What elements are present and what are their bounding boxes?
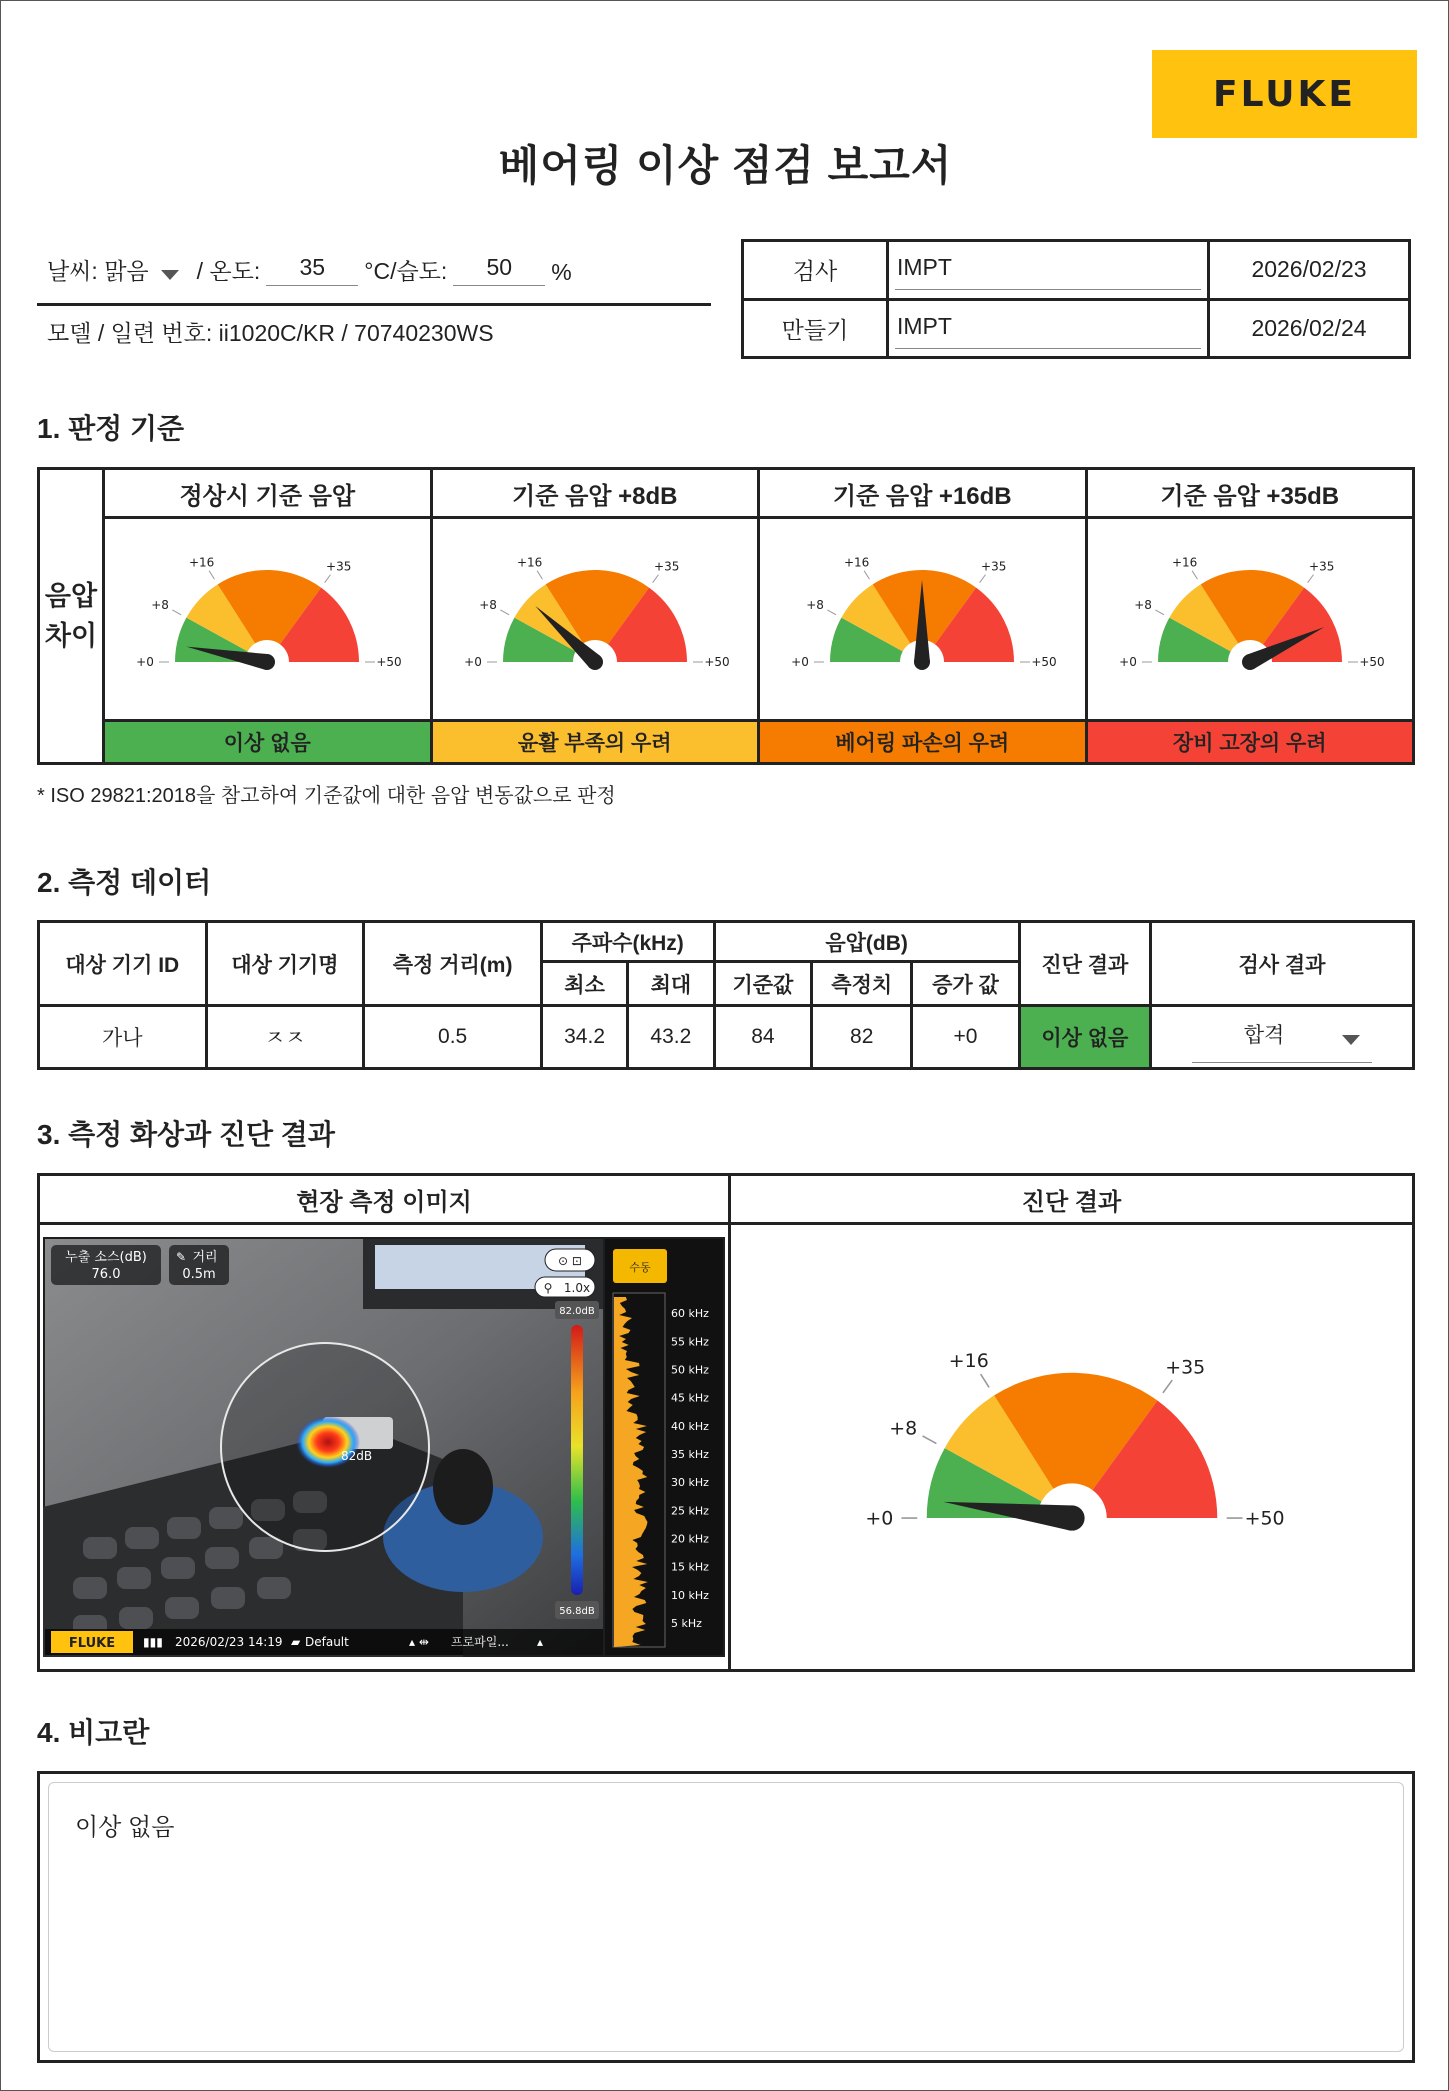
gauge-tick <box>537 570 542 578</box>
svg-text:▰: ▰ <box>291 1635 301 1649</box>
gauge-label: +16 <box>844 554 870 569</box>
gauge-label: +35 <box>1164 1356 1205 1379</box>
gauge-label: +0 <box>791 654 810 669</box>
col-spl-inc: 증가 값 <box>912 962 1020 1006</box>
freq-tick-label: 30 kHz <box>671 1476 709 1490</box>
gauge-tick <box>1155 609 1164 614</box>
gauge-label: +16 <box>1171 554 1198 569</box>
freq-tick-label: 45 kHz <box>671 1391 709 1405</box>
chevron-down-icon[interactable] <box>161 270 179 280</box>
section4-title: 4. 비고란 <box>37 1717 150 1748</box>
gauge-label: +8 <box>806 597 825 612</box>
svg-text:82.0dB: 82.0dB <box>559 1306 595 1317</box>
result-header: 진단 결과 <box>730 1175 1414 1224</box>
field-measurement-image <box>43 1237 725 1657</box>
svg-text:⊙ ⊡: ⊙ ⊡ <box>558 1254 582 1268</box>
col-spl-base: 기준값 <box>714 962 812 1006</box>
status-bearing: 베어링 파손의 우려 <box>759 720 1087 763</box>
gauge-tick <box>209 570 214 578</box>
gauge-tick <box>980 1374 988 1387</box>
cell-spl-meas[interactable]: 82 <box>812 1006 912 1069</box>
gauge-hub <box>914 654 930 670</box>
gauge-normal <box>112 522 422 712</box>
freq-tick-label: 5 kHz <box>671 1616 702 1630</box>
svg-text:▮▮▮: ▮▮▮ <box>143 1635 163 1649</box>
freq-tick-label: 40 kHz <box>671 1419 709 1433</box>
gauge-hub <box>1059 1505 1084 1530</box>
gauge-hub <box>587 654 603 670</box>
col-spl: 음압(dB) <box>714 922 1019 962</box>
cell-device-id[interactable]: 가나 <box>39 1006 207 1069</box>
criteria-header: 기준 음압 +35dB <box>1086 469 1414 518</box>
svg-text:1.0x: 1.0x <box>563 1281 591 1295</box>
svg-text:⚲: ⚲ <box>543 1281 553 1295</box>
col-distance: 측정 거리(m) <box>364 922 542 1006</box>
gauge-label: +35 <box>981 559 1007 574</box>
gauge-label: +0 <box>463 654 482 669</box>
hotspot-label: 82dB <box>341 1449 373 1463</box>
side-label: 음압 차이 <box>39 469 104 764</box>
cell-freq-max[interactable]: 43.2 <box>628 1006 714 1069</box>
criteria-header: 기준 음압 +16dB <box>759 469 1087 518</box>
cell-spl-base[interactable]: 84 <box>714 1006 812 1069</box>
gauge-tick <box>922 1436 936 1444</box>
freq-tick-label: 50 kHz <box>671 1363 709 1377</box>
gauge-label: +50 <box>1359 654 1385 669</box>
gauge-label: +35 <box>326 559 352 574</box>
gauge-tick <box>652 574 658 582</box>
gauge-tick <box>500 609 509 614</box>
diagnosis-badge: 이상 없음 <box>1019 1006 1150 1069</box>
gauge-tick <box>980 574 986 582</box>
svg-text:Default: Default <box>305 1635 349 1649</box>
col-freq-max: 최대 <box>628 962 714 1006</box>
col-freq: 주파수(kHz) <box>541 922 714 962</box>
gauge-plus16 <box>767 522 1077 712</box>
gauge-tick <box>1162 1380 1171 1393</box>
freq-tick-label: 35 kHz <box>671 1447 709 1461</box>
freq-tick-label: 60 kHz <box>671 1307 709 1321</box>
humidity-label: °C/습도: <box>364 258 448 284</box>
criteria-header: 기준 음압 +8dB <box>431 469 759 518</box>
gauge-hub <box>259 654 275 670</box>
svg-text:FLUKE: FLUKE <box>68 1636 116 1651</box>
svg-text:▴: ▴ <box>537 1635 544 1649</box>
col-device-name: 대상 기기명 <box>206 922 364 1006</box>
gauge-label: +0 <box>864 1507 893 1530</box>
temp-input[interactable]: 35 <box>266 254 358 286</box>
status-normal: 이상 없음 <box>104 720 432 763</box>
measurement-table <box>37 920 1415 1070</box>
freq-tick-label: 55 kHz <box>671 1335 709 1349</box>
gauge-label: +16 <box>516 554 543 569</box>
gauge-label: +16 <box>948 1350 989 1373</box>
gauge-label: +16 <box>189 554 215 569</box>
cell-freq-min[interactable]: 34.2 <box>541 1006 627 1069</box>
page-title: 베어링 이상 점검 보고서 <box>498 142 953 189</box>
col-device-id: 대상 기기 ID <box>39 922 207 1006</box>
freq-tick-label: 15 kHz <box>671 1560 709 1574</box>
cell-spl-inc[interactable]: +0 <box>912 1006 1020 1069</box>
inspect-date[interactable]: 2026/02/23 <box>1209 241 1410 300</box>
gauge-plus35 <box>1095 522 1405 712</box>
gauge-tick <box>864 570 869 578</box>
svg-text:56.8dB: 56.8dB <box>559 1606 595 1617</box>
col-spl-meas: 측정치 <box>812 962 912 1006</box>
image-header: 현장 측정 이미지 <box>39 1175 730 1224</box>
gauge-label: +8 <box>1133 597 1152 612</box>
gauge-tick <box>173 609 182 614</box>
col-inspection: 검사 결과 <box>1150 922 1413 1006</box>
gauge-label: +8 <box>888 1417 917 1440</box>
gauge-tick <box>1307 574 1313 582</box>
gauge-tick <box>828 609 837 614</box>
svg-text:✎: ✎ <box>176 1250 187 1264</box>
svg-text:2026/02/23 14:19: 2026/02/23 14:19 <box>175 1635 283 1649</box>
gauge-plus8 <box>440 522 750 712</box>
cell-distance[interactable]: 0.5 <box>364 1006 542 1069</box>
divider <box>37 303 711 306</box>
gauge-label: +50 <box>1244 1507 1285 1530</box>
image-table <box>37 1173 1415 1672</box>
creator-date[interactable]: 2026/02/24 <box>1209 299 1410 358</box>
gauge-tick <box>325 574 331 582</box>
section3-title: 3. 측정 화상과 진단 결과 <box>37 1119 335 1150</box>
svg-text:▴ ⇹: ▴ ⇹ <box>409 1635 429 1649</box>
col-diagnosis: 진단 결과 <box>1019 922 1150 1006</box>
gauge-label: +50 <box>1031 654 1057 669</box>
inspection-select[interactable]: 합격 <box>1150 1006 1413 1069</box>
model-serial: 모델 / 일련 번호: ii1020C/KR / 70740230WS <box>47 320 494 346</box>
gauge-label: +0 <box>136 654 155 669</box>
gauge-label: +8 <box>478 597 497 612</box>
iso-note: * ISO 29821:2018을 참고하여 기준값에 대한 음압 변동값으로 판정 <box>37 785 616 807</box>
gauge-label: +8 <box>151 597 170 612</box>
inspect-input[interactable]: IMPT <box>895 246 1201 290</box>
svg-text:누출 소스(dB): 누출 소스(dB) <box>65 1250 147 1265</box>
col-freq-min: 최소 <box>541 962 627 1006</box>
gauge-label: +35 <box>1308 559 1335 574</box>
humidity-input[interactable]: 50 <box>453 254 545 286</box>
gauge-label: +50 <box>376 654 402 669</box>
weather-select[interactable]: 날씨: 맑음 <box>47 258 149 284</box>
fluke-logo: FLUKE <box>1152 50 1417 138</box>
criteria-header: 정상시 기준 음압 <box>104 469 432 518</box>
inspection-table <box>741 239 1411 359</box>
table-row <box>39 1006 1414 1069</box>
cell-device-name[interactable]: ㅈㅈ <box>206 1006 364 1069</box>
criteria-table <box>37 467 1415 765</box>
svg-text:프로파일...: 프로파일... <box>451 1635 509 1649</box>
gauge-hub <box>1242 654 1258 670</box>
svg-text:0.5m: 0.5m <box>182 1267 216 1282</box>
gauge-label: +50 <box>704 654 730 669</box>
gauge-label: +0 <box>1118 654 1137 669</box>
freq-tick-label: 10 kHz <box>671 1588 709 1602</box>
chevron-down-icon[interactable] <box>1342 1035 1360 1045</box>
weather-row <box>47 253 572 286</box>
remarks-box <box>37 1771 1415 2063</box>
creator-input[interactable]: IMPT <box>895 305 1201 349</box>
inspect-label: 검사 <box>743 241 888 300</box>
section2-title: 2. 측정 데이터 <box>37 867 212 898</box>
freq-tick-label: 25 kHz <box>671 1504 709 1518</box>
gauge-label: +35 <box>653 559 680 574</box>
temp-label: / 온도: <box>196 258 261 284</box>
freq-tick-label: 20 kHz <box>671 1532 709 1546</box>
gauge-tick <box>1192 570 1197 578</box>
humidity-unit: % <box>551 259 572 285</box>
remarks-textarea[interactable]: 이상 없음 <box>48 1782 1404 2052</box>
status-lubrication: 윤활 부족의 우려 <box>431 720 759 763</box>
section1-title: 1. 판정 기준 <box>37 413 185 444</box>
diagnosis-gauge <box>752 1297 1392 1597</box>
creator-label: 만들기 <box>743 299 888 358</box>
svg-text:수동: 수동 <box>629 1261 651 1274</box>
svg-text:거리: 거리 <box>192 1250 218 1265</box>
svg-text:76.0: 76.0 <box>91 1267 121 1282</box>
status-failure: 장비 고장의 우려 <box>1086 720 1414 763</box>
